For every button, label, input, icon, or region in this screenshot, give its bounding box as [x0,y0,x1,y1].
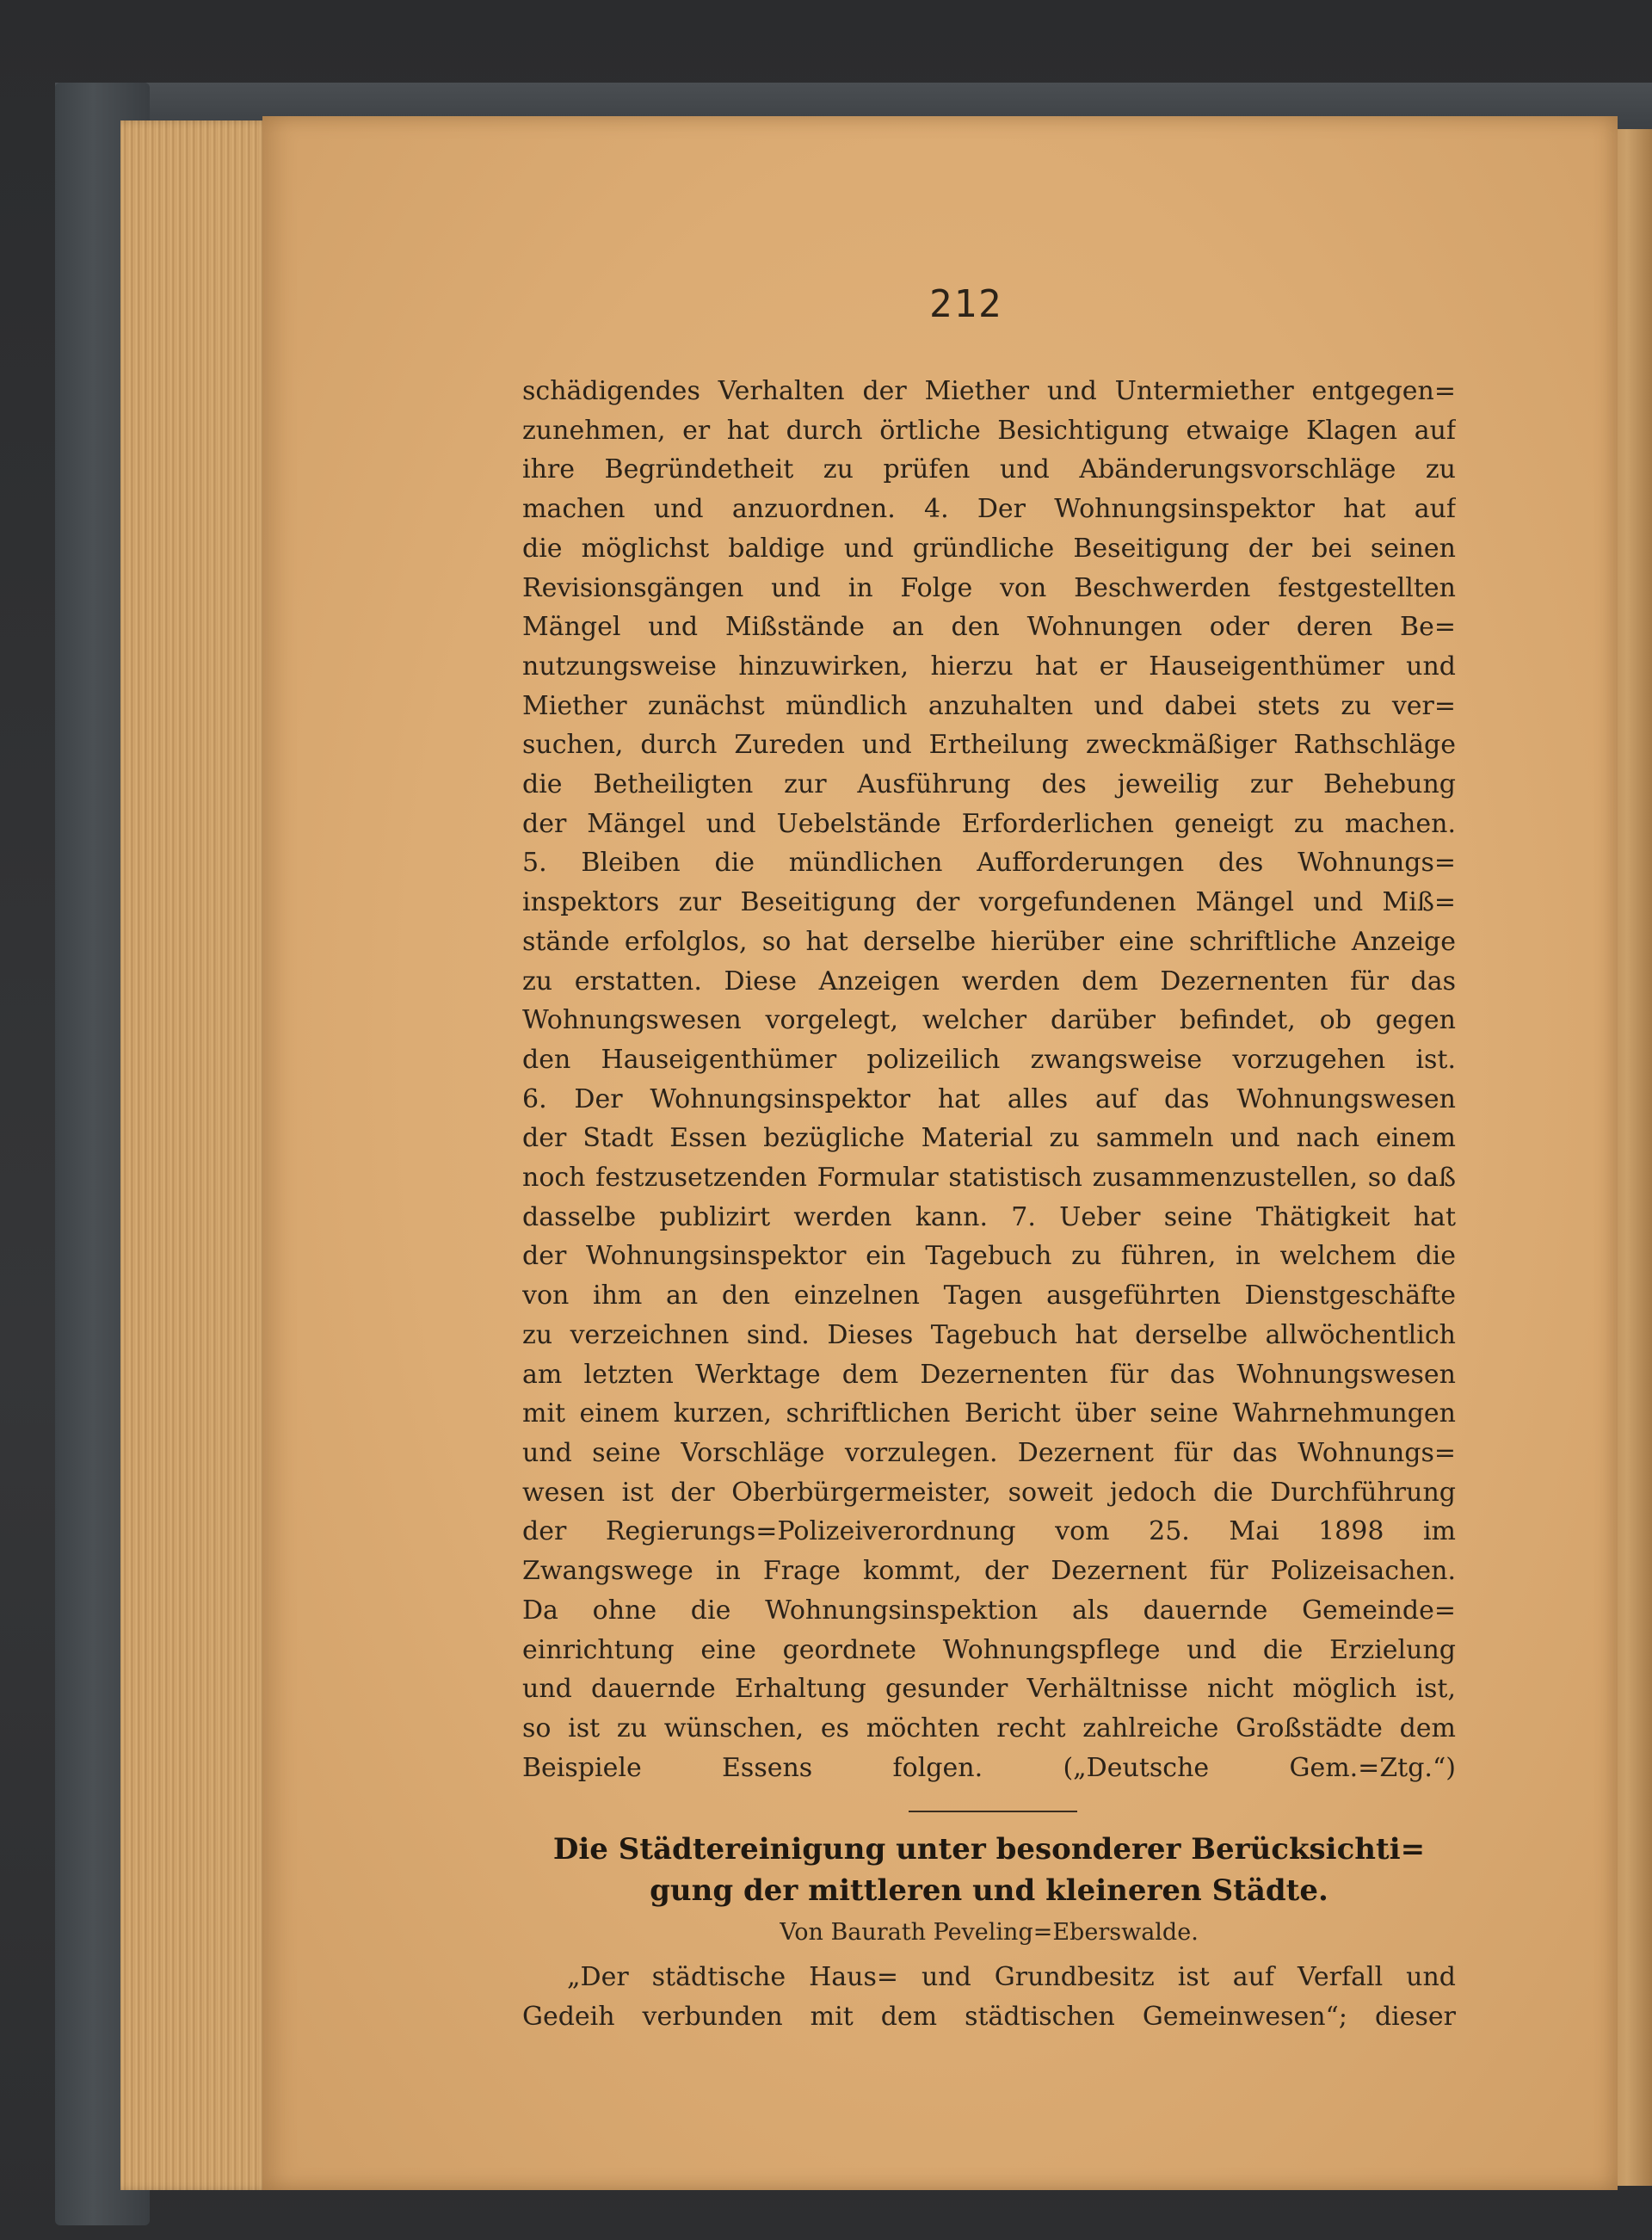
body-line: zu erstatten. Diese Anzeigen werden dem Dezernenten für das [522,966,1456,997]
body-line: noch festzusetzenden Formular statistisch zusammenzustellen, so daß [522,1163,1456,1194]
body-line: der Regierungs=Polizeiverordnung vom 25. Mai 1898 im [522,1516,1456,1547]
body-line: Miether zunächst mündlich anzuhalten und dabei stets zu ver= [522,690,1456,721]
body-line: der Stadt Essen bezügliche Material zu sammeln und nach einem [522,1123,1456,1154]
quote-line: Gedeih verbunden mit dem städtischen Gemeinwesen“; dieser [522,2002,1456,2032]
body-line: suchen, durch Zureden und Ertheilung zweckmäßiger Rathschläge [522,730,1456,761]
body-line: Revisionsgängen und in Folge von Beschwerden festgestellten [522,572,1456,603]
quote-line: „Der städtische Haus= und Grundbesitz ist auf Verfall und [567,1962,1456,1992]
body-line: 6. Der Wohnungsinspektor hat alles auf das Wohnungswesen [522,1083,1456,1114]
body-line: der Mängel und Uebelstände Erforderlichen geneigt zu machen. [522,808,1456,839]
body-line: Zwangswege in Frage kommt, der Dezernent für Polizeisachen. [522,1556,1456,1587]
body-line: wesen ist der Oberbürgermeister, soweit jedoch die Durchführung [522,1477,1456,1508]
heading-line: Die Städtereinigung unter besonderer Berücksichti= [552,1832,1426,1867]
body-line: so ist zu wünschen, es möchten recht zahlreiche Großstädte dem [522,1712,1456,1743]
body-line: dasselbe publizirt werden kann. 7. Ueber seine Thätigkeit hat [522,1201,1456,1232]
page-edges-stack [120,120,271,2190]
author-byline: Von Baurath Peveling=Eberswalde. [780,1919,1199,1946]
body-line: die möglichst baldige und gründliche Beseitigung der bei seinen [522,533,1456,564]
body-line: von ihm an den einzelnen Tagen ausgeführten Dienstgeschäfte [522,1280,1456,1311]
body-line: Da ohne die Wohnungsinspektion als dauernde Gemeinde= [522,1595,1456,1626]
body-line: zunehmen, er hat durch örtliche Besichtigung etwaige Klagen auf [522,415,1456,446]
body-line: der Wohnungsinspektor ein Tagebuch zu führen, in welchem die [522,1241,1456,1272]
body-line: am letzten Werktage dem Dezernenten für das Wohnungswesen [522,1359,1456,1390]
body-line: und dauernde Erhaltung gesunder Verhältnisse nicht möglich ist, [522,1674,1456,1705]
body-line: den Hauseigenthümer polizeilich zwangsweise vorzugehen ist. [522,1044,1456,1075]
body-line: zu verzeichnen sind. Dieses Tagebuch hat derselbe allwöchentlich [522,1319,1456,1350]
body-text [522,372,1456,1787]
body-line: Beispiele Essens folgen. („Deutsche Gem.=Ztg.“) [522,1752,1456,1783]
body-line: ihre Begründetheit zu prüfen und Abänderungsvorschläge zu [522,454,1456,485]
body-line: mit einem kurzen, schriftlichen Bericht über seine Wahrnehmungen [522,1398,1456,1429]
section-heading [522,1829,1456,1911]
body-line: nutzungsweise hinzuwirken, hierzu hat er Hauseigenthümer und [522,651,1456,682]
body-line: inspektors zur Beseitigung der vorgefundenen Mängel und Miß= [522,887,1456,918]
page-number: 212 [929,282,1003,326]
body-line: stände erfolglos, so hat derselbe hierüber eine schriftliche Anzeige [522,926,1456,957]
heading-line: gung der mittleren und kleineren Städte. [650,1873,1328,1908]
quote-text [522,1958,1456,2037]
section-divider [909,1811,1077,1812]
body-line: einrichtung eine geordnete Wohnungspflege und die Erzielung [522,1634,1456,1665]
body-line: und seine Vorschläge vorzulegen. Dezernent für das Wohnungs= [522,1437,1456,1468]
body-line: schädigendes Verhalten der Miether und Untermiether entgegen= [522,376,1456,406]
body-line: Wohnungswesen vorgelegt, welcher darüber befindet, ob gegen [522,1005,1456,1036]
body-line: die Betheiligten zur Ausführung des jeweilig zur Behebung [522,769,1456,800]
body-line: machen und anzuordnen. 4. Der Wohnungsinspektor hat auf [522,494,1456,525]
body-line: 5. Bleiben die mündlichen Aufforderungen des Wohnungs= [522,848,1456,879]
body-line: Mängel und Mißstände an den Wohnungen oder deren Be= [522,612,1456,643]
